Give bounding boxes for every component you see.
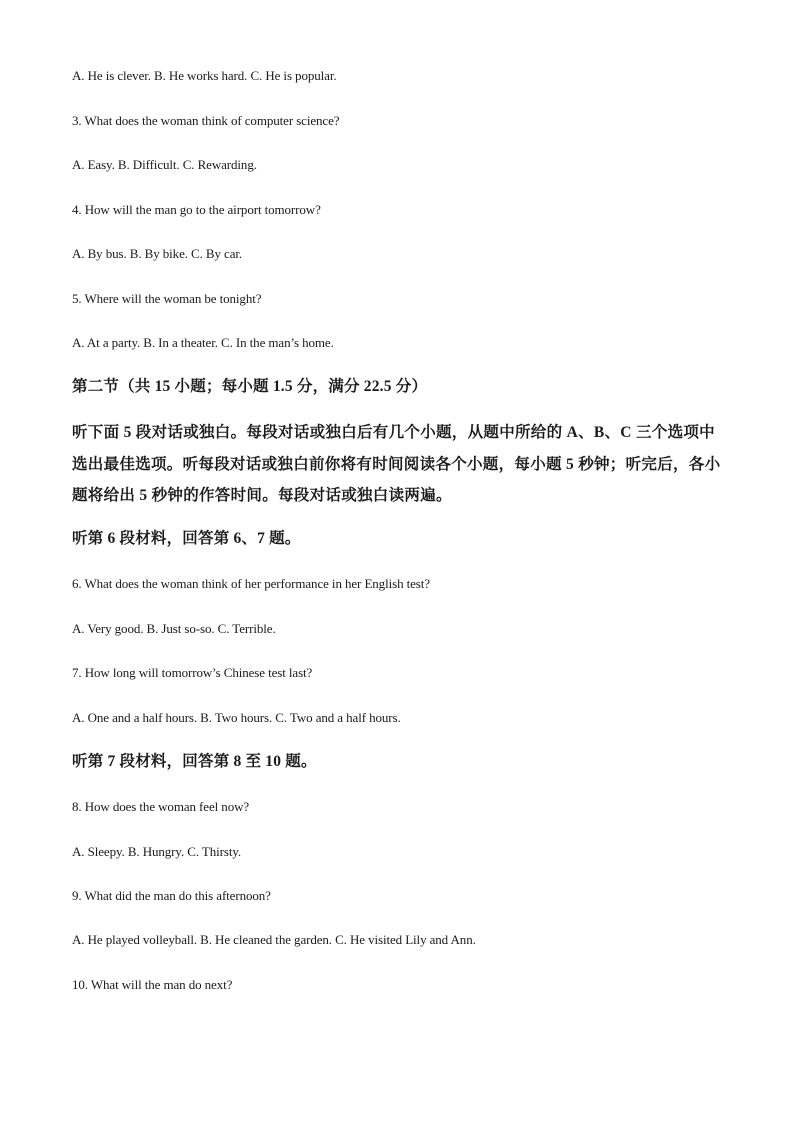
q7-question: 7. How long will tomorrow’s Chinese test last? [72, 665, 313, 680]
dialogue-7-heading: 听第 7 段材料，回答第 8 至 10 题。 [72, 753, 317, 770]
q5-question: 5. Where will the woman be tonight? [72, 291, 262, 306]
q2-options: A. He is clever. B. He works hard. C. He is popular. [72, 68, 337, 83]
q8-question: 8. How does the woman feel now? [72, 799, 250, 814]
q6-question: 6. What does the woman think of her performance in her English test? [72, 576, 430, 591]
section-instructions: 听下面 5 段对话或独白。每段对话或独白后有几个小题，从题中所给的 A、B、C 三个选项中选出最佳选项。听每段对话或独白前你将有时间阅读各个小题，每小题 5 秒钟；听完后，各小题将给出 5 秒钟的作答时间。每段对话或独白读两遍。 [72, 424, 721, 504]
q8-options: A. Sleepy. B. Hungry. C. Thirsty. [72, 844, 242, 859]
q9-question: 9. What did the man do this afternoon? [72, 888, 271, 903]
q3-options: A. Easy. B. Difficult. C. Rewarding. [72, 157, 257, 172]
q4-options: A. By bus. B. By bike. C. By car. [72, 246, 243, 261]
q3-question: 3. What does the woman think of computer science? [72, 113, 340, 128]
dialogue-6-heading: 听第 6 段材料，回答第 6、7 题。 [72, 530, 301, 547]
q7-options: A. One and a half hours. B. Two hours. C. Two and a half hours. [72, 710, 401, 725]
q4-question: 4. How will the man go to the airport tomorrow? [72, 202, 321, 217]
q5-options: A. At a party. B. In a theater. C. In the man’s home. [72, 335, 334, 350]
section-heading: 第二节（共 15 小题；每小题 1.5 分，满分 22.5 分） [72, 378, 428, 395]
q9-options: A. He played volleyball. B. He cleaned the garden. C. He visited Lily and Ann. [72, 932, 476, 947]
q10-question: 10. What will the man do next? [72, 977, 233, 992]
q6-options: A. Very good. B. Just so-so. C. Terrible. [72, 621, 276, 636]
